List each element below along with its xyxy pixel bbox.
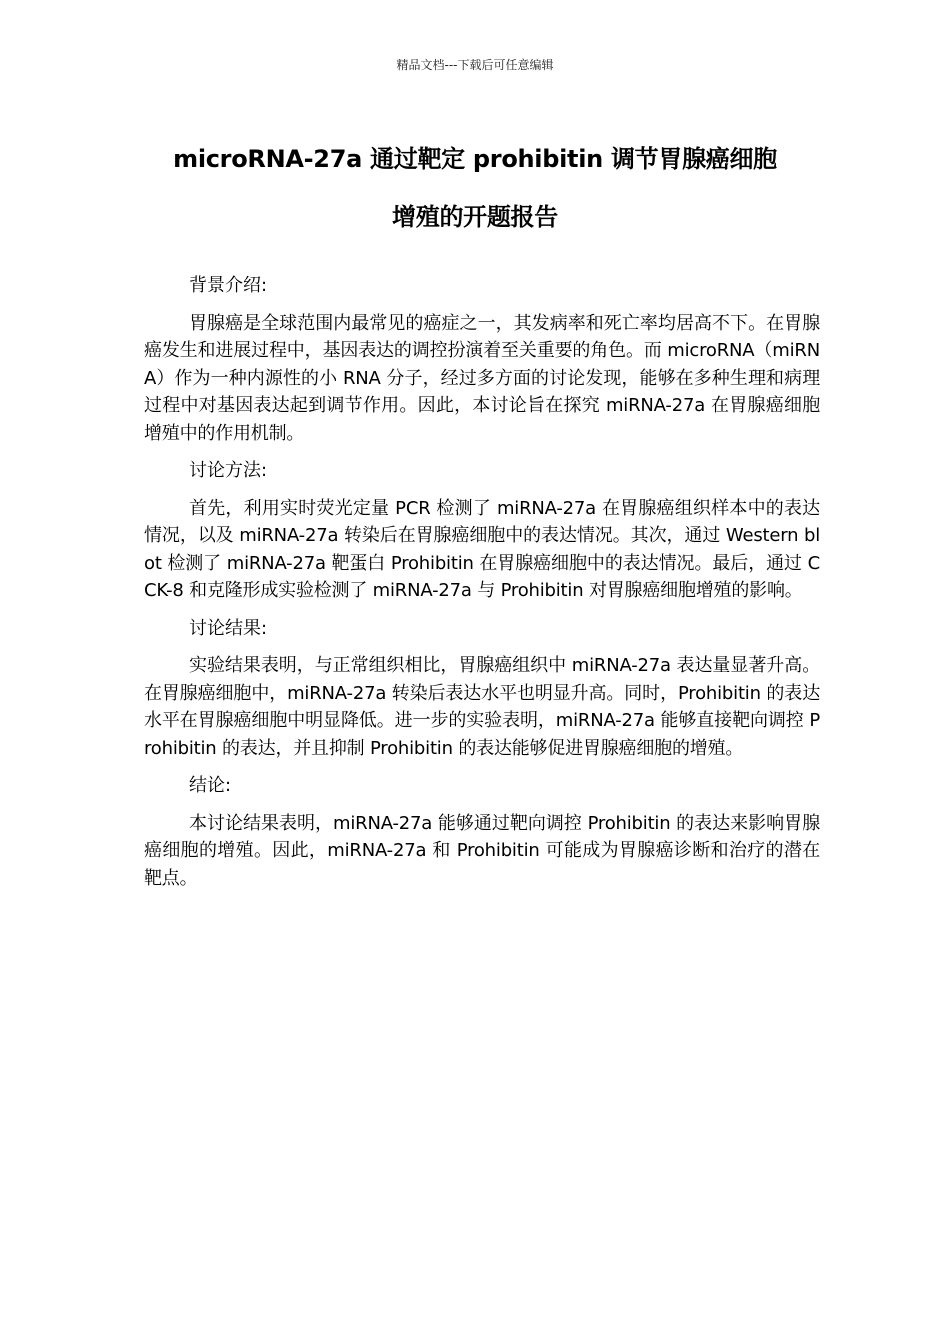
section-heading-background: 背景介绍:	[189, 275, 268, 296]
page-header: 精品文档---下载后可任意编辑	[396, 58, 554, 72]
section-heading-results: 讨论结果:	[189, 617, 268, 639]
section-body-methods: 首先，利用实时荧光定量 PCR 检测了 miRNA-27a 在胃腺癌组织样本中的表达情况，以及 miRNA-27a 转染后在胃腺癌细胞中的表达情况。其次，通过 Western blot 检测了 miRNA-27a 靶蛋白 Prohibitin 在胃腺癌细胞中的表达情况。最后，通过 CCK-8 和克隆形成实验检测了 miRNA-27a 与 Prohibitin 对胃腺癌细胞增殖的影响。	[144, 497, 820, 601]
section-body-conclusion: 本讨论结果表明，miRNA-27a 能够通过靶向调控 Prohibitin 的表达来影响胃腺癌细胞的增殖。因此，miRNA-27a 和 Prohibitin 可能成为胃腺癌诊断和治疗的潜在靶点。	[144, 812, 820, 889]
title-line-2: 增殖的开题报告	[392, 203, 558, 231]
document-body	[144, 272, 820, 902]
section-heading-conclusion: 结论:	[189, 775, 232, 796]
section-body-results: 实验结果表明，与正常组织相比，胃腺癌组织中 miRNA-27a 表达量显著升高。在胃腺癌细胞中，miRNA-27a 转染后表达水平也明显升高。同时，Prohibitin 的表达水平在胃腺癌细胞中明显降低。进一步的实验表明，miRNA-27a 能够直接靶向调控 Prohibitin 的表达，并且抑制 Prohibitin 的表达能够促进胃腺癌细胞的增殖。	[144, 655, 820, 759]
document-title	[140, 137, 810, 239]
section-heading-methods: 讨论方法:	[189, 460, 268, 481]
title-line-1: microRNA-27a 通过靶定 prohibitin 调节胃腺癌细胞	[173, 145, 777, 173]
section-body-background: 胃腺癌是全球范围内最常见的癌症之一，其发病率和死亡率均居高不下。在胃腺癌发生和进展过程中，基因表达的调控扮演着至关重要的角色。而 microRNA（miRNA）作为一种内源性的小 RNA 分子，经过多方面的讨论发现，能够在多种生理和病理过程中对基因表达起到调节作用。因此，本讨论旨在探究 miRNA-27a 在胃腺癌细胞增殖中的作用机制。	[144, 312, 820, 444]
